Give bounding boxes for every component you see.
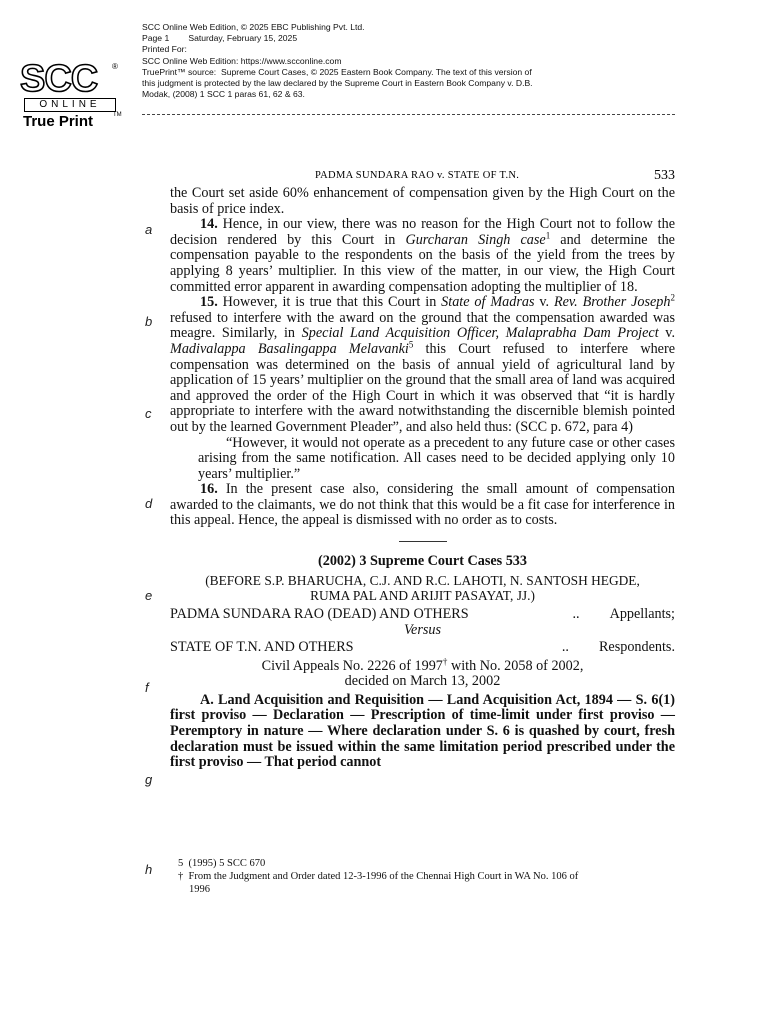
header-line: SCC Online Web Edition, © 2025 EBC Publishing Pvt. Ltd. xyxy=(142,22,365,32)
decision-date: decided on March 13, 2002 xyxy=(344,673,501,690)
footnote-ref: 5 xyxy=(408,339,414,350)
respondent-role: Respondents. xyxy=(598,639,675,656)
case-citation: (2002) 3 Supreme Court Cases 533 xyxy=(318,553,527,570)
appellant-row xyxy=(170,607,675,623)
paragraph-number: 16. xyxy=(200,481,218,498)
paragraph-15: 15. However, it is true that this Court in State of Madras v. Rev. Brother Joseph$^2$ refused to interfere with the award on the ground that the compensation awarded was meagre. Similarly, in Special Land Acquisition Officer, Malaprabha Dam Project v. Madivalappa Basalingappa Melavanki$^5$ this Court refused to interfere where compensation was determined on the basis of annual yield of agricultural land by application of 15 years’ multiplier on the ground that the small area of land was acquired and approved the order of the High Court in which it was observed that “it is hardly appropriate to interfere with the award notwithstanding the discernible blemish pointed out by the learned Government Pleader”, and also held thus: (SCC p. 672, para 4) xyxy=(170,292,676,435)
paragraph-14: 14. Hence, in our view, there was no reason for the High Court not to follow the decision rendered by this Court in Gurcharan Singh case$^1$ and determine the compensation payable to the respondents on the basis of the yield from the trees by applying 8 years’ multiplier. In this view of the matter, in our view, the High Court committed error apparent in awarding compensation adopting the multiplier of 18. xyxy=(170,216,675,295)
leader-dots: .. xyxy=(572,605,580,622)
logo-registered-mark: ® xyxy=(112,62,118,71)
paragraph: the Court set aside 60% enhancement of compensation given by the High Court on the basis of price index. xyxy=(170,185,675,217)
judgment-text xyxy=(170,186,675,771)
margin-letter: e xyxy=(145,588,153,603)
document-page xyxy=(0,120,768,895)
respondent-name: STATE OF T.N. AND OTHERS xyxy=(170,639,354,656)
case-name: Special Land Acquisition Officer, Malaprabha Dam Project xyxy=(301,325,659,342)
case-name: Madivalappa Basalingappa Melavanki xyxy=(170,340,409,357)
paragraph-16: 16. In the present case also, considering the small amount of compensation awarded to the claimants, we do not think that this would be a fit case for interference in this appeal. Hence, the appeal is dismissed with no order as to costs. xyxy=(170,481,675,529)
respondent-row xyxy=(170,640,675,656)
margin-letter: b xyxy=(145,314,153,329)
logo-trueprint-text: True Print xyxy=(23,113,94,130)
header-line: SCC Online Web Edition: https://www.scconline.com xyxy=(142,55,342,66)
logo-scc-text: SCC xyxy=(20,58,98,100)
header-divider xyxy=(142,114,675,115)
page-number: 533 xyxy=(654,168,675,183)
headnote: A. Land Acquisition and Requisition — Land Acquisition Act, 1894 — S. 6(1) first proviso — Declaration — Prescription of time-limit under first proviso — Peremptory in nature — Where declaration under S. 6 is quashed by court, fresh declaration must be issued within the same limitation period prescribed under the first proviso — That period cannot xyxy=(170,691,675,771)
header-line: this judgment is protected by the law declared by the Supreme Court in Eastern Book Company v. D.B. xyxy=(142,78,533,89)
margin-letter: f xyxy=(145,680,149,695)
footnote-ref: 1 xyxy=(545,230,551,241)
margin-letter: h xyxy=(145,862,153,877)
bench-line: RUMA PAL AND ARIJIT PASAYAT, JJ.) xyxy=(310,588,535,604)
header-line: Page 1 Saturday, February 15, 2025 xyxy=(142,33,298,44)
appellant-role: Appellants; xyxy=(609,605,675,622)
case-name: Rev. Brother Joseph xyxy=(553,294,671,311)
logo-trademark: TM xyxy=(113,112,122,118)
section-divider xyxy=(399,541,447,542)
logo-online-text: ONLINE xyxy=(24,98,116,112)
case-name: Gurcharan Singh case xyxy=(405,231,546,248)
margin-letter: d xyxy=(145,496,153,511)
footnotes xyxy=(178,857,678,896)
bench-line: (BEFORE S.P. BHARUCHA, C.J. AND R.C. LAHOTI, N. SANTOSH HEGDE, xyxy=(205,572,640,588)
case-name: State of Madras xyxy=(441,294,535,311)
footnote-ref: 2 xyxy=(670,292,675,303)
leader-dots: .. xyxy=(561,639,569,656)
footnote-ref: † xyxy=(442,655,448,666)
footnote: 1996 xyxy=(189,884,210,895)
appellant-name: PADMA SUNDARA RAO (DEAD) AND OTHERS xyxy=(170,605,469,622)
paragraph-number: 14. xyxy=(200,216,218,233)
margin-letter: g xyxy=(145,772,153,787)
footnote: 5 (1995) 5 SCC 670 xyxy=(178,858,266,869)
margin-letter: a xyxy=(145,222,153,237)
block-quote: “However, it would not operate as a precedent to any future case or other cases arising from the same notification. All cases need to be decided applying only 10 years’ multiplier.” xyxy=(198,434,675,482)
header-line: Modak, (2008) 1 SCC 1 paras 61, 62 & 63. xyxy=(142,89,305,100)
running-head-title: PADMA SUNDARA RAO v. STATE OF T.N. xyxy=(315,170,520,181)
header-line: TruePrint™ source: Supreme Court Cases, © 2025 Eastern Book Company. The text of this version of xyxy=(142,66,532,77)
margin-letter: c xyxy=(145,406,152,421)
footnote: † From the Judgment and Order dated 12-3-1996 of the Chennai High Court in WA No. 106 of xyxy=(178,871,579,882)
appeal-numbers: Civil Appeals No. 2226 of 1997† with No. 2058 of 2002, xyxy=(261,655,584,674)
versus-label: Versus xyxy=(403,622,442,639)
print-header xyxy=(142,22,682,100)
header-line: Printed For: xyxy=(142,44,187,55)
paragraph-number: 15. xyxy=(200,294,218,311)
